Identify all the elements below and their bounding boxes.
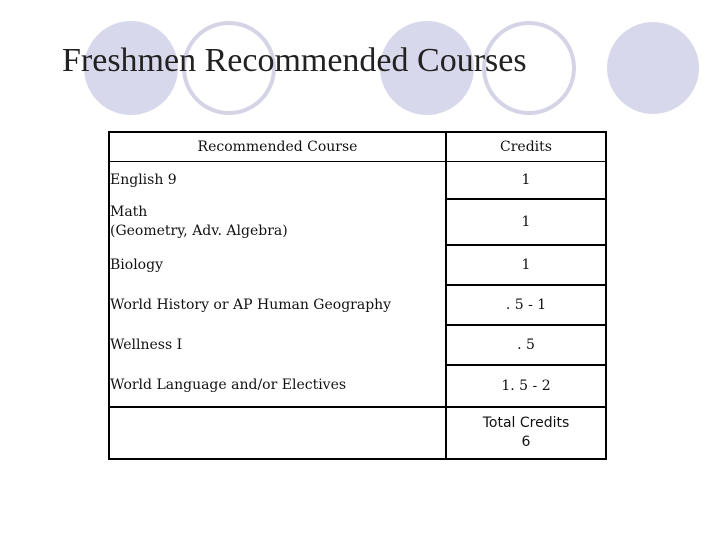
course-name: World History or AP Human Geography [110,296,392,313]
circle-filled-3 [607,22,699,114]
course-cell [109,365,446,407]
credit-cell: . 5 [446,325,606,365]
course-cell [109,245,446,285]
table-row [109,162,606,200]
table-row [109,199,606,245]
credit-cell: 1. 5 - 2 [446,365,606,407]
course-name: Wellness I [110,336,183,353]
credit-cell: 1 [446,245,606,285]
credit-cell: 1 [446,162,606,200]
credit-cell: . 5 - 1 [446,285,606,325]
courses-table [108,131,607,460]
blank-cell [109,407,446,459]
course-name: English 9 [110,172,177,188]
course-cell [109,199,446,245]
course-cell [109,285,446,325]
table-total-row [109,407,606,459]
table-row [109,285,606,325]
table-row [109,325,606,365]
course-cell [109,325,446,365]
course-cell [109,162,446,200]
table-row [109,245,606,285]
course-detail: (Geometry, Adv. Algebra) [110,223,288,239]
slide-title: Freshmen Recommended Courses [62,42,527,79]
course-name: Math [110,204,148,220]
total-credits-value: 6 [521,434,531,450]
header-credits: Credits [446,132,606,162]
total-credits-cell [446,407,606,459]
table-header-row [109,132,606,162]
credit-cell: 1 [446,199,606,245]
header-recommended-course: Recommended Course [109,132,446,162]
total-credits-label: Total Credits [482,415,570,431]
course-name: World Language and/or Electives [110,377,347,393]
course-name: Biology [110,256,163,273]
table-row [109,365,606,407]
